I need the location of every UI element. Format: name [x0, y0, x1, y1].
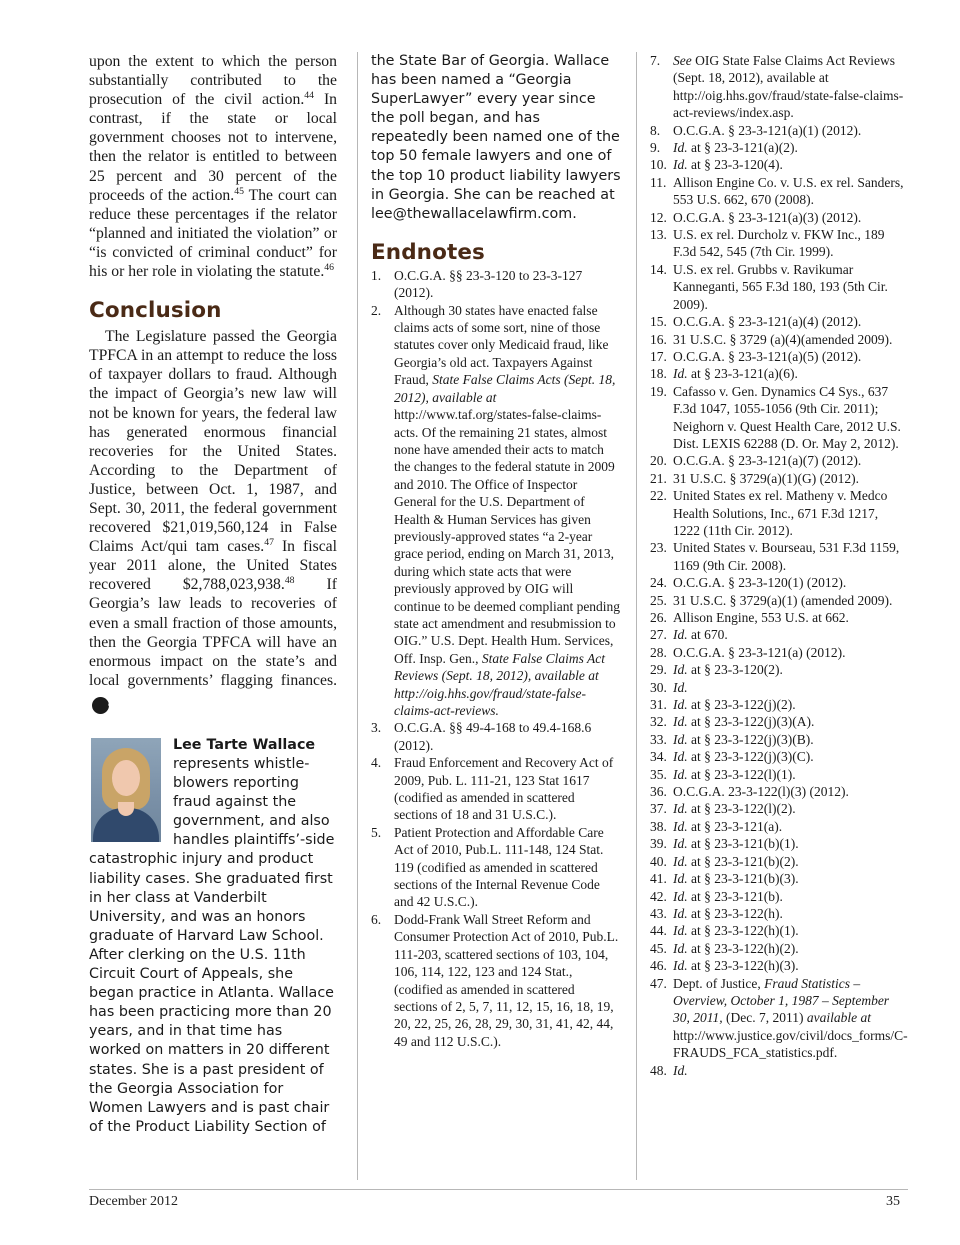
endnote-item: [650, 975, 908, 1062]
endnote-item: [650, 957, 908, 974]
endnote-item: [650, 487, 908, 539]
endnote-item: [650, 1062, 908, 1079]
endnote-text: at § 23-3-122(h)(3).: [687, 958, 799, 974]
footnote-ref: 47: [264, 537, 274, 549]
endnote-text: at § 23-3-121(b)(2).: [687, 853, 799, 869]
endnote-item: [371, 824, 621, 911]
endnote-number: 43.: [650, 905, 667, 921]
endnote-item: [371, 719, 621, 754]
endnote-text: Id.: [673, 627, 688, 643]
article-column-1: [89, 52, 337, 1137]
endnote-number: 47.: [650, 975, 667, 991]
endnote-item: [650, 748, 908, 765]
endnotes-list: [650, 52, 908, 1079]
endnote-text: O.C.G.A. § 23-3-121(a)(1) (2012).: [673, 122, 862, 138]
endnote-number: 2.: [371, 302, 382, 318]
endnote-text: Id.: [673, 923, 688, 939]
endnote-text: Id.: [673, 679, 688, 695]
endnote-text: http://www.justice.gov/civil/docs_forms/C-FRAUDS_FCA_statistics.pdf.: [673, 1027, 908, 1061]
endnote-item: [650, 470, 908, 487]
endnote-text: Id.: [673, 140, 688, 156]
endnote-item: [650, 679, 908, 696]
column-divider: [636, 52, 637, 1180]
endnote-text: available at: [806, 1010, 871, 1026]
endnote-number: 41.: [650, 871, 667, 887]
endnote-number: 19.: [650, 383, 667, 399]
endnote-item: [650, 905, 908, 922]
author-photo: [91, 738, 161, 842]
endnote-text: at § 23-3-122(l)(2).: [687, 801, 796, 817]
endnote-number: 35.: [650, 766, 667, 782]
endnote-item: [650, 818, 908, 835]
endnote-text: at § 23-3-122(h)(2).: [687, 940, 799, 956]
endnote-text: at § 23-3-121(b)(3).: [687, 871, 799, 887]
endnote-text: Id.: [673, 157, 688, 173]
paragraph-text: If Georgia’s law leads to recoveries of even a small fraction of those amounts, then the Georgia TPFCA will have an enormous impact on the state’s and local governments’ flagging finances.: [89, 576, 337, 689]
endnote-text: at § 23-3-122(h).: [687, 905, 783, 921]
endnote-number: 16.: [650, 331, 667, 347]
endnote-text: at § 23-3-122(j)(3)(A).: [687, 714, 815, 730]
endnote-item: [650, 609, 908, 626]
endnote-text: at § 23-3-122(j)(3)(B).: [687, 731, 814, 747]
footer-divider: [89, 1189, 908, 1190]
endnote-text: Id.: [673, 818, 688, 834]
page-number: 35: [886, 1194, 900, 1209]
endnote-item: [650, 940, 908, 957]
endnote-number: 38.: [650, 818, 667, 834]
endnote-text: 31 U.S.C. § 3729(a)(1) (amended 2009).: [673, 592, 893, 608]
endnote-number: 10.: [650, 157, 667, 173]
endnote-number: 6.: [371, 911, 382, 927]
endnote-item: [650, 644, 908, 661]
paragraph: [89, 327, 337, 714]
endnote-text: Id.: [673, 801, 688, 817]
footnote-ref: 45: [234, 185, 244, 197]
endnote-text: Id.: [673, 871, 688, 887]
endnote-number: 27.: [650, 627, 667, 643]
endnote-number: 23.: [650, 540, 667, 556]
endnote-text: Patient Protection and Affordable Care Act of 2010, Pub.L. 111-148, 124 Stat. 119 (codified as amended in scattered sections of the Internal Revenue Code and 42 U.S.C.).: [394, 824, 604, 910]
endnote-item: [650, 348, 908, 365]
endnote-text: O.C.G.A. § 23-3-121(a)(7) (2012).: [673, 453, 862, 469]
endnote-item: [650, 888, 908, 905]
paragraph-text: The court can reduce these percentages if the relator “planned and initiated the violation” or “is convicted of criminal conduct” for his or her role in violating the statute.: [89, 186, 337, 281]
column-divider: [357, 52, 358, 1180]
footnote-ref: 48: [284, 575, 295, 587]
endnote-text: 31 U.S.C. § 3729 (a)(4)(amended 2009).: [673, 331, 893, 347]
endnote-text: Fraud Enforcement and Recovery Act of 2009, Pub. L. 111-21, 123 Stat 1617 (codified as amended in scattered sections of 18 and 31 U.S.C.).: [394, 755, 614, 823]
endnote-number: 14.: [650, 261, 667, 277]
endnote-number: 29.: [650, 662, 667, 678]
endnote-number: 17.: [650, 348, 667, 364]
endnote-number: 28.: [650, 644, 667, 660]
endnote-item: [650, 661, 908, 678]
endnote-number: 20.: [650, 453, 667, 469]
endnote-text: (Dec. 7, 2011): [722, 1010, 807, 1026]
endnote-number: 13.: [650, 227, 667, 243]
issue-date: December 2012: [89, 1194, 179, 1209]
endnote-number: 12.: [650, 209, 667, 225]
endnote-number: 4.: [371, 755, 382, 771]
endnotes-heading: Endnotes: [371, 239, 485, 265]
endnote-item: [650, 331, 908, 348]
endnote-text: U.S. ex rel. Durcholz v. FKW Inc., 189 F.3d 542, 545 (7th Cir. 1999).: [673, 227, 885, 260]
endnote-text: OIG State False Claims Act Reviews (Sept. 18, 2012), available at http://oig.hhs.gov/fraud/state-false-claims-act-reviews/index.asp.: [673, 53, 904, 121]
paragraph: [89, 52, 337, 281]
end-mark-icon: GBJ: [92, 697, 109, 714]
endnote-text: at § 23-3-122(h)(1).: [687, 923, 799, 939]
endnote-number: 7.: [650, 53, 661, 68]
endnote-item: [650, 122, 908, 139]
endnote-item: [371, 911, 621, 1050]
endnote-item: [371, 302, 621, 720]
endnote-text: Dodd-Frank Wall Street Reform and Consumer Protection Act of 2010, Pub.L. 111-203, scattered sections of 103, 104, 106, 114, 122, 123 and 124 Stat., (codified as amended in scattered sections of 2, 5, 7, 11, 12, 15, 16, 18, 19, 20, 22, 25, 26, 28, 29, 30, 31, 41, 42, 44, 49 and 112 U.S.C.).: [394, 911, 619, 1049]
endnote-text: at § 23-3-121(a)(6).: [687, 366, 798, 382]
endnote-number: 9.: [650, 140, 661, 156]
endnote-item: [650, 592, 908, 609]
endnote-text: Id.: [673, 940, 688, 956]
endnote-item: [371, 267, 621, 302]
endnote-number: 40.: [650, 853, 667, 869]
endnote-number: 33.: [650, 731, 667, 747]
endnote-text: 31 U.S.C. § 3729(a)(1)(G) (2012).: [673, 470, 859, 486]
endnote-text: Id.: [673, 697, 688, 713]
endnote-text: O.C.G.A. §§ 23-3-120 to 23-3-127 (2012).: [394, 267, 583, 301]
endnote-item: [650, 731, 908, 748]
endnote-number: 30.: [650, 679, 667, 695]
endnote-item: [650, 696, 908, 713]
footnote-ref: 44: [304, 90, 314, 102]
endnote-number: 46.: [650, 958, 667, 974]
endnote-text: Id.: [673, 853, 688, 869]
author-bio: [89, 736, 337, 1137]
endnote-number: 24.: [650, 575, 667, 591]
endnote-item: [650, 365, 908, 382]
endnote-text: United States v. Bourseau, 531 F.3d 1159, 1169 (9th Cir. 2008).: [673, 540, 900, 573]
endnote-text: Id.: [673, 905, 688, 921]
endnote-text: at § 23-3-122(j)(2).: [687, 697, 796, 713]
endnote-item: [650, 52, 908, 122]
author-bio-continued: the State Bar of Georgia. Wallace has been named a “Georgia SuperLawyer” every year since the poll began, and has repeatedly been named one of the top 50 female lawyers and one of the top 10 product liability lawyers in Georgia. She can be reached at lee@thewallacelawfirm.com.: [371, 53, 621, 222]
endnote-text: U.S. ex rel. Grubbs v. Ravikumar Kanneganti, 565 F.3d 180, 193 (5th Cir. 2009).: [673, 261, 888, 312]
endnote-text: Id.: [673, 662, 688, 678]
endnote-number: 39.: [650, 836, 667, 852]
endnote-number: 5.: [371, 824, 382, 840]
endnote-item: [650, 209, 908, 226]
endnote-text: O.C.G.A. § 23-3-121(a) (2012).: [673, 644, 846, 660]
endnote-item: [650, 713, 908, 730]
endnote-text: at § 23-3-122(l)(1).: [687, 766, 796, 782]
endnotes-list: [371, 267, 621, 1050]
endnote-item: [650, 539, 908, 574]
paragraph-text: The Legislature passed the Georgia TPFCA in an attempt to reduce the loss of taxpayer dollars to fraud. Although the impact of Georgia’s new law will not be known for years, the federal law has generated enormous financial recoveries for the United States. According to the Department of Justice, between Oct. 1, 1987, and Sept. 30, 2011, the federal government recovered $21,019,560,124 in False Claims Act/qui tam cases.: [89, 328, 337, 556]
endnote-text: See: [673, 53, 692, 68]
endnote-text: Id.: [673, 836, 688, 852]
endnote-number: 3.: [371, 720, 382, 736]
endnote-number: 48.: [650, 1062, 667, 1078]
endnote-item: [650, 452, 908, 469]
paragraph-text: In fiscal year 2011 alone, the United States recovered $2,788,023,938.: [89, 538, 337, 594]
endnote-text: at § 23-3-121(b).: [687, 888, 783, 904]
endnote-item: [650, 261, 908, 313]
article-body: [89, 52, 337, 281]
endnote-text: O.C.G.A. § 23-3-121(a)(4) (2012).: [673, 314, 862, 330]
endnote-text: Id.: [673, 366, 688, 382]
endnote-text: O.C.G.A. § 23-3-120(1) (2012).: [673, 575, 847, 591]
endnote-number: 21.: [650, 470, 667, 486]
endnote-text: Id.: [673, 888, 688, 904]
paragraph-text: upon the extent to which the person substantially contributed to the prosecution of the civil action.: [89, 53, 337, 109]
endnote-item: [650, 835, 908, 852]
endnote-text: United States ex rel. Matheny v. Medco Health Solutions, Inc., 671 F.3d 1217, 1222 (11th Cir. 2012).: [673, 488, 888, 538]
endnote-item: [650, 139, 908, 156]
endnote-text: Id.: [673, 714, 688, 730]
endnote-item: [650, 853, 908, 870]
endnote-number: 32.: [650, 714, 667, 730]
endnote-text: http://www.taf.org/states-false-claims-acts. Of the remaining 21 states, almost none have amended their acts to match the changes to the federal statute in 2009 and 2010. The Office of Inspector General for the U.S. Department of Health & Human Services has given previously-approved states “a 2-year grace period, ending on March 31, 2013, during which state acts that were previously approved by OIG will continue to be deemed compliant pending state act amendment and resubmission to OIG.” U.S. Dept. Health Hum. Services, Off. Insp. Gen.,: [394, 407, 621, 666]
endnote-text: Id.: [673, 1062, 688, 1078]
endnote-number: 42.: [650, 888, 667, 904]
endnote-text: Id.: [673, 731, 688, 747]
article-column-2: [371, 52, 621, 1050]
endnote-text: Fraud Statistics – Overview, October 1, 1987 – September 30, 2011,: [673, 975, 890, 1026]
endnote-text: Id.: [673, 749, 688, 765]
endnote-text: Id.: [673, 958, 688, 974]
endnote-item: [650, 313, 908, 330]
endnote-text: at 670.: [687, 627, 728, 643]
endnote-item: [650, 174, 908, 209]
endnote-number: 22.: [650, 488, 667, 504]
conclusion-body: [89, 327, 337, 714]
paragraph-text: In contrast, if the state or local government chooses not to intervene, then the relator is entitled to between 25 percent and 30 percent of the proceeds of the action.: [89, 91, 338, 204]
endnote-text: at § 23-3-122(j)(3)(C).: [687, 749, 814, 765]
endnote-number: 11.: [650, 174, 667, 190]
endnote-number: 26.: [650, 610, 667, 625]
endnote-number: 18.: [650, 366, 667, 382]
author-name: Lee Tarte Wallace: [173, 736, 316, 753]
endnote-text: O.C.G.A. 23-3-122(l)(3) (2012).: [673, 784, 849, 800]
endnote-number: 8.: [650, 122, 661, 138]
endnote-number: 34.: [650, 749, 667, 765]
endnote-text: O.C.G.A. § 23-3-121(a)(5) (2012).: [673, 348, 862, 364]
endnote-number: 44.: [650, 923, 667, 939]
endnote-item: [650, 156, 908, 173]
endnote-text: Although 30 states have enacted false claims acts of some sort, nine of those statutes cover only Medicaid fraud, like Georgia’s old act. Taxpayers Against Fraud,: [394, 302, 609, 388]
endnote-number: 37.: [650, 801, 667, 817]
endnote-number: 25.: [650, 592, 667, 608]
endnote-text: Id.: [673, 766, 688, 782]
footnote-ref: 46: [324, 262, 334, 273]
endnote-number: 1.: [371, 267, 382, 283]
endnote-text: Cafasso v. Gen. Dynamics C4 Sys., 637 F.3d 1047, 1055-1056 (9th Cir. 2011); Neighorn v. Quest Health Care, 2012 U.S. Dist. LEXIS 62288 (D. Or. May 2, 2012).: [673, 383, 901, 451]
endnote-number: 36.: [650, 784, 667, 800]
endnote-item: [650, 226, 908, 261]
endnote-text: at § 23-3-121(b)(1).: [687, 836, 799, 852]
endnote-text: State False Claims Acts (Sept. 18, 2012), available at: [394, 372, 616, 405]
author-bio-text: represents whistleblowers reporting fraud against the government, and also handles plaintiffs’-side catastrophic injury and product liability cases. She graduated first in her class at Vanderbilt University, and was an honors graduate of Harvard Law School. After clerking on the U.S. 11th Circuit Court of Appeals, she began practice in Atlanta. Wallace has been practicing more than 20 years, and in that time has worked on matters in 20 different states. She is a past president of the Georgia Association for Women Lawyers and is past chair of the Product Liability Section of: [89, 756, 335, 1135]
endnote-item: [650, 870, 908, 887]
endnote-text: at § 23-3-120(2).: [687, 662, 783, 678]
endnote-text: State False Claims Act Reviews (Sept. 18, 2012), available at http://oig.hhs.gov/fraud/state-false-claims-act-reviews.: [394, 650, 605, 718]
endnote-text: O.C.G.A. §§ 49-4-168 to 49.4-168.6 (2012).: [394, 720, 592, 753]
endnote-item: [650, 783, 908, 800]
conclusion-heading: Conclusion: [89, 298, 222, 324]
endnote-item: [650, 574, 908, 591]
endnote-text: O.C.G.A. § 23-3-121(a)(3) (2012).: [673, 209, 862, 225]
endnote-number: 15.: [650, 314, 667, 330]
endnote-item: [650, 383, 908, 453]
endnote-item: [650, 626, 908, 643]
endnote-text: Allison Engine Co. v. U.S. ex rel. Sanders, 553 U.S. 662, 670 (2008).: [673, 174, 904, 208]
endnote-text: at § 23-3-120(4).: [687, 157, 783, 173]
endnote-item: [650, 922, 908, 939]
endnote-number: 45.: [650, 940, 667, 956]
article-column-3: [650, 52, 908, 1079]
endnote-text: Allison Engine, 553 U.S. at 662.: [673, 610, 849, 625]
endnote-text: Dept. of Justice,: [673, 975, 765, 991]
endnote-text: at § 23-3-121(a).: [687, 818, 783, 834]
endnote-item: [650, 766, 908, 783]
endnote-item: [650, 800, 908, 817]
endnote-number: 31.: [650, 697, 667, 713]
endnote-text: at § 23-3-121(a)(2).: [687, 140, 798, 156]
endnote-item: [371, 754, 621, 824]
